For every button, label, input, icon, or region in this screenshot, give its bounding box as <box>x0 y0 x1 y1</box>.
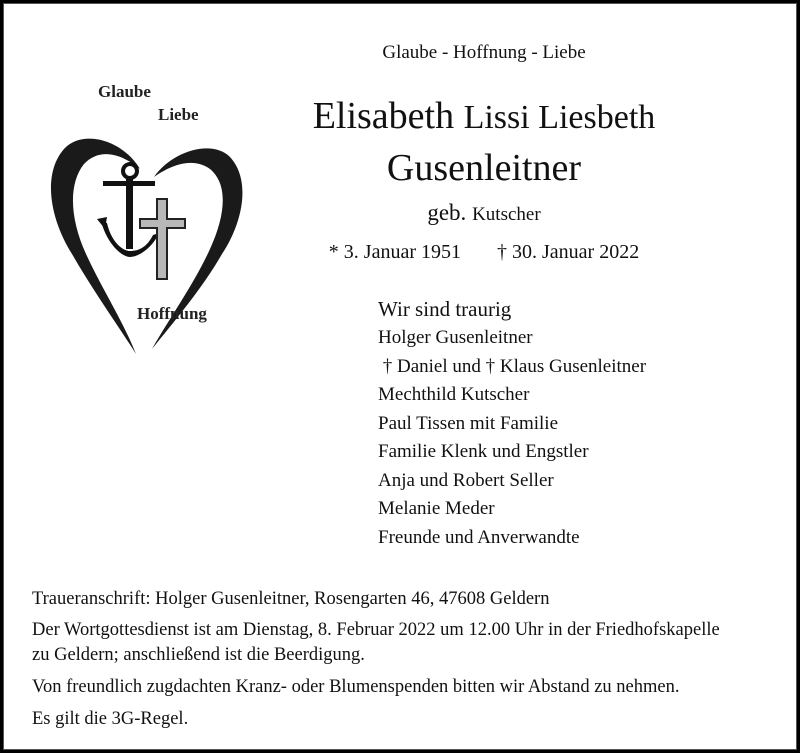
emblem-word-faith: Glaube <box>98 82 151 101</box>
faith-hope-love-emblem <box>42 74 257 384</box>
birth-date: * 3. Januar 1951 <box>328 241 461 263</box>
mourning-address: Traueranschrift: Holger Gusenleitner, Rosengarten 46, 47608 Geldern <box>32 589 550 609</box>
flowers-request: Von freundlich zugdachten Kranz- oder Blumenspenden bitten wir Abstand zu nehmen. <box>32 677 680 697</box>
notice-footer <box>32 586 772 738</box>
born-prefix: geb. <box>427 200 467 225</box>
motto: Glaube - Hoffnung - Liebe <box>382 42 586 63</box>
emblem-word-hope: Hoffnung <box>137 304 207 323</box>
maiden-name-line <box>304 200 664 226</box>
mourner: Freunde und Anverwandte <box>378 526 580 548</box>
first-name: Elisabeth <box>312 95 455 137</box>
death-date: † 30. Januar 2022 <box>497 241 640 263</box>
maiden-name: Kutscher <box>472 204 541 225</box>
mourners-list <box>378 294 646 552</box>
life-dates <box>304 241 664 264</box>
mourner: Paul Tissen mit Familie <box>378 412 559 434</box>
emblem-word-love: Liebe <box>158 105 199 124</box>
deceased-surname: Gusenleitner <box>386 147 582 189</box>
mourners-heading: Wir sind traurig <box>378 297 512 321</box>
mourner: † Daniel und † Klaus Gusenleitner <box>378 355 647 377</box>
obituary-notice <box>3 3 797 750</box>
deceased-given-names <box>244 94 724 138</box>
mourner: Melanie Meder <box>378 498 495 519</box>
covid-rule: Es gilt die 3G-Regel. <box>32 709 189 729</box>
cross-icon <box>138 197 188 282</box>
mourner: Mechthild Kutscher <box>378 384 530 405</box>
service-info: Der Wortgottesdienst ist am Dienstag, 8. Februar 2022 um 12.00 Uhr in der Friedhofskapelle zu Geldern; anschließend ist die Beerdigung. <box>32 620 720 665</box>
mourner: Anja und Robert Seller <box>378 469 554 491</box>
mourner: Familie Klenk und Engstler <box>378 441 589 462</box>
mourner: Holger Gusenleitner <box>378 327 533 348</box>
middle-names: Lissi Liesbeth <box>463 99 656 136</box>
